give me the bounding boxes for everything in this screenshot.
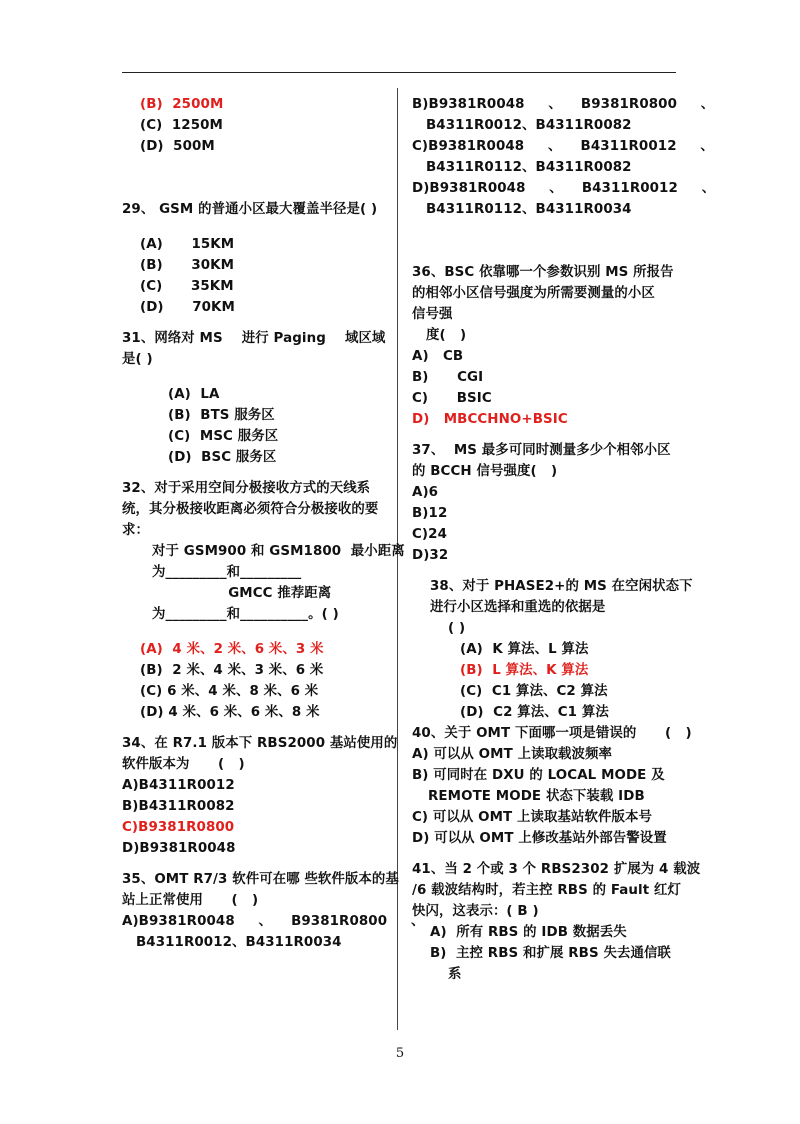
text-line: D)32 (412, 548, 449, 563)
text-line: C) BSIC (412, 391, 492, 406)
answer-line: D) MBCCHNO+BSIC (412, 412, 568, 427)
text-line: ( ) (448, 621, 466, 636)
text-line: (D) 4 米、6 米、6 米、8 米 (140, 705, 320, 720)
text-line: A) CB (412, 349, 464, 364)
text-line: B4311R0112、B4311R0082 (426, 160, 632, 175)
text-line: 为_________和_________ (152, 565, 302, 580)
spacer (122, 625, 386, 639)
spacer (412, 220, 677, 262)
text-line: A) 所有 RBS 的 IDB 数据丢失 (430, 925, 627, 940)
spacer (122, 468, 386, 478)
text-line: 度( ) (426, 328, 467, 343)
header-rule (122, 72, 676, 73)
answer-line: (B) L 算法、K 算法 (460, 663, 589, 678)
text-line: 进行小区选择和重选的依据是 (430, 600, 606, 615)
text-line: /6 载波结构时，若主控 RBS 的 Fault 红灯 (412, 883, 681, 898)
right-column (412, 94, 716, 985)
text-line: 统，其分极接收距离必须符合分极接收的要 (122, 502, 379, 517)
text-line: GMCC 推荐距离 (152, 586, 332, 601)
text-line: B)B9381R0048 、 B9381R0800 、 (412, 97, 715, 112)
text-line: A)B9381R0048 、 B9381R0800 、 (122, 914, 425, 929)
answer-line: C)B9381R0800 (122, 820, 235, 835)
spacer (122, 370, 386, 384)
text-line: 41、当 2 个或 3 个 RBS2302 扩展为 4 载波 (412, 862, 701, 877)
text-line: (D) BSC 服务区 (168, 450, 277, 465)
left-column (122, 94, 425, 953)
text-line: 快闪，这表示：( B ) (412, 904, 539, 919)
spacer (122, 859, 386, 869)
spacer (412, 430, 677, 440)
text-line: A) 可以从 OMT 上读取载波频率 (412, 747, 613, 762)
text-line: 是( ) (122, 352, 153, 367)
text-line: (C) 6 米、4 米、8 米、6 米 (140, 684, 319, 699)
text-line: (B) BTS 服务区 (168, 408, 275, 423)
answer-line: (A) 4 米、2 米、6 米、3 米 (140, 642, 324, 657)
text-line: (D) 70KM (140, 300, 235, 315)
text-line: 软件版本为 ( ) (122, 757, 245, 772)
text-line: 37、 MS 最多可同时测量多少个相邻小区 (412, 443, 671, 458)
text-line: C)B9381R0048 、 B4311R0012 、 (412, 139, 714, 154)
spacer (412, 849, 677, 859)
spacer (122, 220, 386, 234)
text-line: 29、 GSM 的普通小区最大覆盖半径是( ) (122, 202, 378, 217)
text-line: 34、在 R7.1 版本下 RBS2000 基站使用的 (122, 736, 398, 751)
text-line: 的相邻小区信号强度为所需要测量的小区 (412, 286, 655, 301)
text-line: A)B4311R0012 (122, 778, 235, 793)
text-line: (A) 15KM (140, 237, 235, 252)
text-line: (B) 2 米、4 米、3 米、6 米 (140, 663, 324, 678)
text-line: (A) K 算法、L 算法 (460, 642, 589, 657)
text-line: D)B9381R0048 (122, 841, 236, 856)
text-line: D)B9381R0048 、 B4311R0012 、 (412, 181, 716, 196)
text-line: B) 主控 RBS 和扩展 RBS 失去通信联 (430, 946, 671, 961)
text-line: 为_________和__________。( ) (152, 607, 339, 622)
text-line: B)B4311R0082 (122, 799, 235, 814)
text-line: B) CGI (412, 370, 484, 385)
answer-line: (B) 2500M (140, 97, 224, 112)
text-line: (A) LA (168, 387, 220, 402)
text-line: (C) C1 算法、C2 算法 (460, 684, 608, 699)
text-line: 31、网络对 MS 进行 Paging 域区域 (122, 331, 386, 346)
text-line: A)6 (412, 485, 439, 500)
text-line: 对于 GSM900 和 GSM1800 最小距离 (152, 544, 405, 559)
text-line: (D) 500M (140, 139, 215, 154)
text-line: 的 BCCH 信号强度( ) (412, 464, 558, 479)
spacer (122, 723, 386, 733)
text-line: 32、对于采用空间分极接收方式的天线系 (122, 481, 371, 496)
text-line: B4311R0012、B4311R0082 (426, 118, 632, 133)
text-line: 站上正常使用 ( ) (122, 893, 259, 908)
text-line: (C) 1250M (140, 118, 223, 133)
text-line: C)24 (412, 527, 447, 542)
text-line: (D) C2 算法、C1 算法 (460, 705, 609, 720)
text-line: (B) 30KM (140, 258, 235, 273)
text-line: B4311R0012、B4311R0034 (136, 935, 342, 950)
text-line: (C) 35KM (140, 279, 234, 294)
text-line: 信号强 (412, 307, 453, 322)
text-line: B)12 (412, 506, 448, 521)
spacer (122, 157, 386, 199)
text-line: 38、对于 PHASE2+的 MS 在空闲状态下 (430, 579, 693, 594)
text-line: REMOTE MODE 状态下装载 IDB (428, 789, 645, 804)
text-line: 35、OMT R7/3 软件可在哪 些软件版本的基 (122, 872, 399, 887)
text-line: 系 (448, 967, 462, 982)
page-number: 5 (395, 1046, 405, 1061)
text-line: B) 可同时在 DXU 的 LOCAL MODE 及 (412, 768, 665, 783)
text-line: 求： (122, 523, 149, 538)
text-line: D) 可以从 OMT 上修改基站外部告警设置 (412, 831, 667, 846)
text-line: B4311R0112、B4311R0034 (426, 202, 632, 217)
spacer (122, 318, 386, 328)
text-line: C) 可以从 OMT 上读取基站软件版本号 (412, 810, 652, 825)
text-line: 36、BSC 依靠哪一个参数识别 MS 所报告 (412, 265, 674, 280)
text-line: 40、关于 OMT 下面哪一项是错误的 ( ) (412, 726, 692, 741)
text-line: (C) MSC 服务区 (168, 429, 279, 444)
spacer (412, 566, 677, 576)
